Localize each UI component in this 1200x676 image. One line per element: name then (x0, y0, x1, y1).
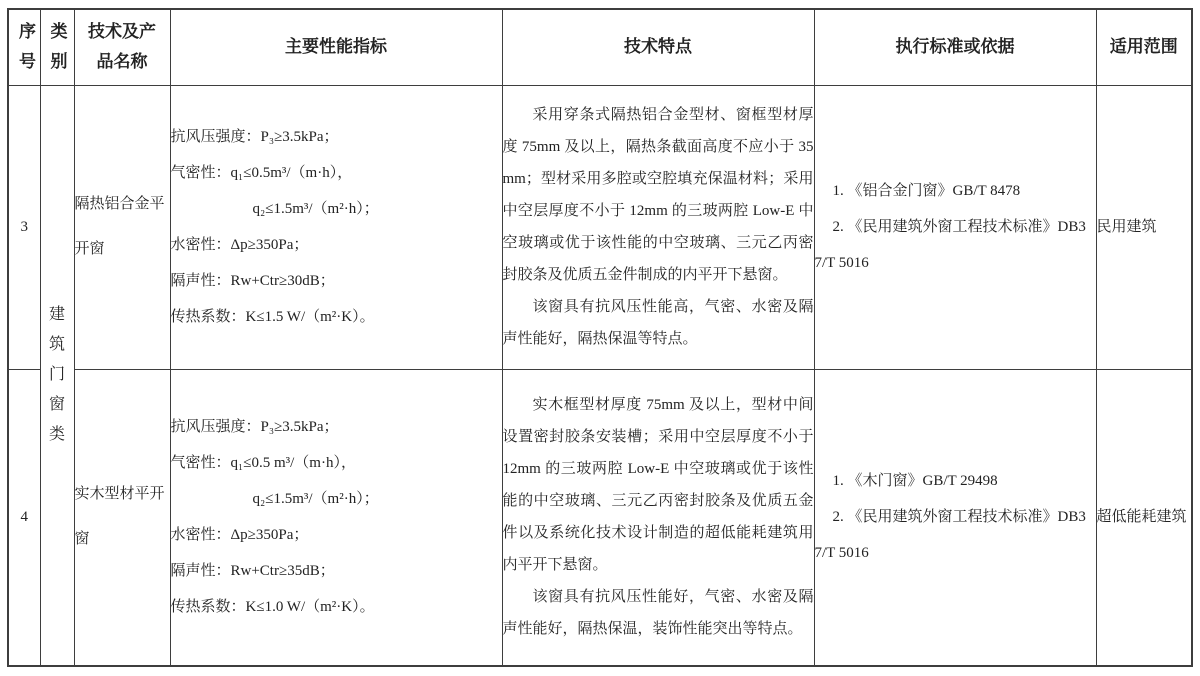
product-cell (74, 85, 170, 369)
scope-text: 超低能耗建筑 (1096, 509, 1187, 526)
features-cell (502, 85, 814, 369)
performance-line: 水密性：Δp≥350Pa； (170, 527, 309, 544)
serial-cell: 4 (8, 369, 40, 666)
performance-line: 水密性：Δp≥350Pa； (170, 237, 309, 253)
performance-cell (170, 85, 502, 369)
performance-cell (170, 369, 502, 666)
standards-cell (814, 85, 1096, 369)
header-performance: 主要性能指标 (170, 9, 502, 85)
header-standards: 执行标准或依据 (814, 9, 1096, 85)
performance-line: 隔声性：Rw+Ctr≥30dB； (170, 273, 335, 289)
product-spec-table (7, 8, 1193, 667)
scope-cell (1096, 369, 1192, 666)
standard-item: 2. 《民用建筑外窗工程技术标准》DB37/T 5016 (814, 219, 1086, 271)
product-name: 实木型材平开窗 (74, 486, 165, 548)
standard-item: 2. 《民用建筑外窗工程技术标准》DB37/T 5016 (814, 509, 1086, 562)
header-serial: 序号 (8, 9, 40, 85)
product-cell (74, 369, 170, 666)
performance-line: q₂≤1.5m³/（m²·h）； (252, 201, 379, 217)
header-row (8, 9, 1192, 85)
performance-line: 隔声性：Rw+Ctr≥35dB； (170, 563, 335, 580)
scope-text: 民用建筑 (1096, 219, 1157, 235)
features-cell (502, 369, 814, 666)
header-scope: 适用范围 (1096, 9, 1192, 85)
header-category: 类别 (40, 9, 74, 85)
performance-line: 传热系数：K≤1.0 W/（m²·K）。 (170, 599, 375, 616)
header-features: 技术特点 (502, 9, 814, 85)
performance-line: 抗风压强度：P₃≥3.5kPa； (170, 419, 339, 436)
feature-paragraph: 该窗具有抗风压性能好，气密、水密及隔声性能好，隔热保温，装饰性能突出等特点。 (502, 589, 814, 638)
performance-line: q₂≤1.5m³/（m²·h）； (252, 491, 379, 508)
performance-line: 气密性：q₁≤0.5 m³/（m·h）， (170, 455, 356, 472)
table-row (8, 369, 1192, 666)
serial-cell: 3 (8, 85, 40, 369)
category-label: 建筑门窗类 (48, 306, 65, 444)
feature-paragraph: 该窗具有抗风压性能高，气密、水密及隔声性能好，隔热保温等特点。 (502, 299, 814, 347)
standard-item: 1. 《木门窗》GB/T 29498 (832, 473, 998, 490)
feature-paragraph: 采用穿条式隔热铝合金型材、窗框型材厚度 75mm 及以上，隔热条截面高度不应小于 35mm；型材采用多腔或空腔填充保温材料；采用中空层厚度不小于 12mm 的三玻两腔 Low-E 中空玻璃或优于该性能的中空玻璃、三元乙丙密封胶条及优质五金件制成的内平开下悬窗。 (502, 107, 814, 283)
performance-line: 传热系数：K≤1.5 W/（m²·K）。 (170, 309, 375, 325)
scope-cell (1096, 85, 1192, 369)
feature-paragraph: 实木框型材厚度 75mm 及以上，型材中间设置密封胶条安装槽；采用中空层厚度不小于 12mm 的三玻两腔 Low-E 中空玻璃或优于该性能的中空玻璃、三元乙丙密封胶条及优质五金件以及系统化技术设计制造的超低能耗建筑用内平开下悬窗。 (502, 397, 814, 574)
product-name: 隔热铝合金平开窗 (74, 196, 165, 257)
header-product: 技术及产品名称 (74, 9, 170, 85)
standard-item: 1. 《铝合金门窗》GB/T 8478 (832, 183, 1021, 199)
performance-line: 气密性：q₁≤0.5m³/（m·h）， (170, 165, 353, 181)
performance-line: 抗风压强度：P₃≥3.5kPa； (170, 129, 339, 145)
table-row (8, 85, 1192, 369)
standards-cell (814, 369, 1096, 666)
category-cell (40, 85, 74, 666)
